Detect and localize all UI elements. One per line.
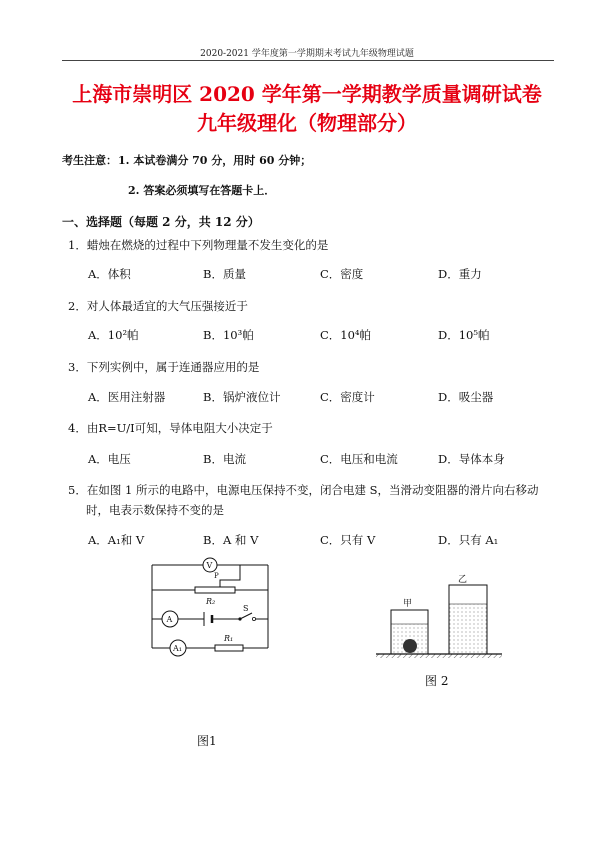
slider-label: P [214, 572, 219, 580]
q2-option-c: C．10⁴帕 [320, 328, 372, 342]
q1-option-c: C．密度 [320, 267, 364, 281]
voltmeter-label: V [206, 561, 213, 570]
q3-option-c: C．密度计 [320, 390, 375, 404]
switch-label: S [243, 604, 249, 613]
q5-option-c: C．只有 V [320, 533, 376, 547]
page-header: 2020-2021 学年度第一学期期末考试九年级物理试题 [200, 49, 414, 59]
figure-2-containers [372, 570, 512, 665]
q2-option-b: B．10³帕 [203, 328, 254, 342]
q5-option-d: D．只有 A₁ [438, 533, 499, 547]
question-3-stem: 3．下列实例中，属于连通器应用的是 [68, 360, 260, 374]
notice-item-2: 2. 答案必须填写在答题卡上． [128, 184, 276, 197]
ammeter1-label: A₁ [173, 644, 182, 653]
question-2-stem: 2．对人体最适宜的大气压强接近于 [68, 299, 248, 313]
resistor-label: R₁ [224, 634, 234, 643]
exam-title: 上海市崇明区 2020 学年第一学期教学质量调研试卷 [72, 82, 542, 106]
figure-1-circuit [140, 555, 280, 660]
q3-option-b: B．锅炉液位计 [203, 390, 281, 404]
q5-option-b: B．A 和 V [203, 533, 259, 547]
q4-option-b: B．电流 [203, 452, 246, 466]
q4-option-d: D．导体本身 [438, 452, 505, 466]
ammeter-label: A [166, 615, 173, 624]
q3-option-d: D．吸尘器 [438, 390, 494, 404]
question-5-stem: 5．在如图 1 所示的电路中，电源电压保持不变，闭合电建 S，当滑动变阻器的滑片向右移动 [68, 483, 539, 497]
question-5-stem-cont: 时，电表示数保持不变的是 [86, 503, 224, 517]
figure-1-caption: 图1 [197, 734, 217, 748]
q4-option-a: A．电压 [88, 452, 131, 466]
notice-label: 考生注意： [62, 154, 117, 167]
q2-option-d: D．10⁵帕 [438, 328, 490, 342]
q2-option-a: A．10²帕 [88, 328, 139, 342]
exam-subtitle: 九年级理化（物理部分） [197, 111, 417, 135]
question-4-stem: 4．由R=U/I可知，导体电阻大小决定于 [68, 421, 273, 435]
q1-option-d: D．重力 [438, 267, 482, 281]
notice-item-1: 1. 本试卷满分 70 分，用时 60 分钟； [118, 154, 312, 167]
q3-option-a: A．医用注射器 [88, 390, 166, 404]
header-rule [62, 60, 554, 61]
container-right-label: 乙 [458, 575, 468, 585]
q4-option-c: C．电压和电流 [320, 452, 398, 466]
q5-option-a: A．A₁和 V [88, 533, 145, 547]
question-1-stem: 1．蜡烛在燃烧的过程中下列物理量不发生变化的是 [68, 238, 329, 252]
q1-option-a: A．体积 [88, 267, 131, 281]
figure-2-caption: 图 2 [425, 674, 449, 688]
rheostat-label: R₂ [206, 597, 216, 606]
section-title: 一、选择题（每题 2 分，共 12 分） [62, 215, 260, 229]
q1-option-b: B．质量 [203, 267, 246, 281]
ball [403, 639, 417, 653]
container-left-label: 甲 [403, 599, 413, 609]
